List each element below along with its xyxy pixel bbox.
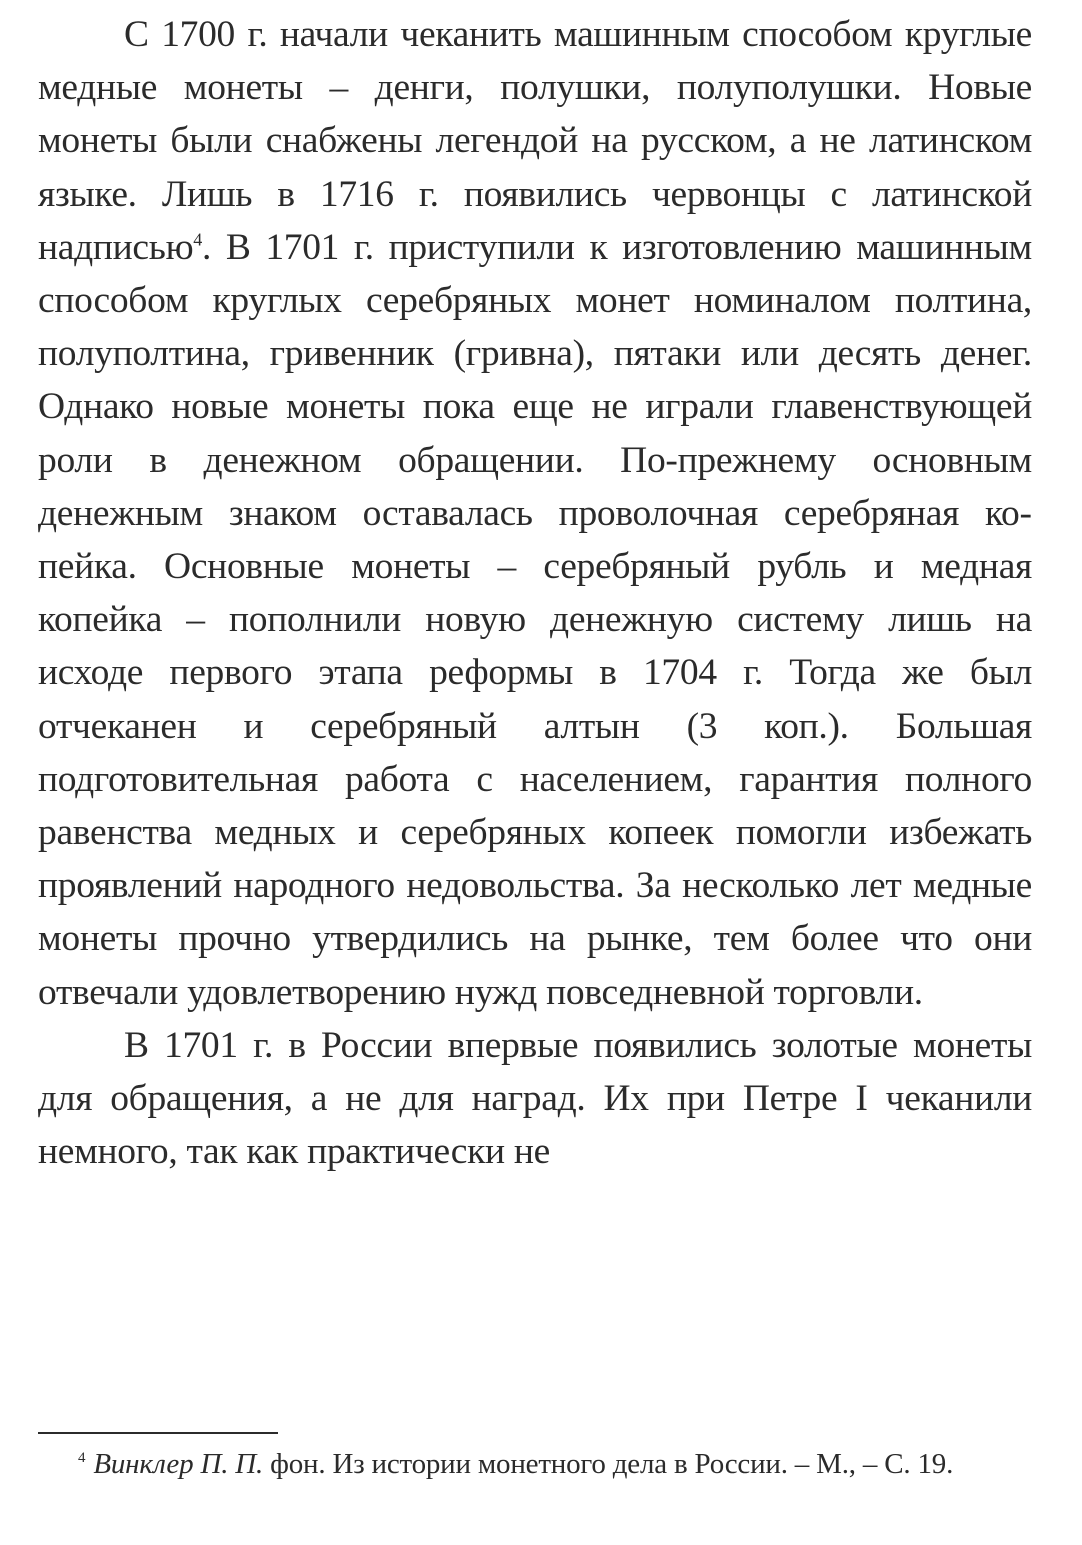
footnote-text: фон. Из истории монетного дела в России. – М., – С. 19. <box>263 1448 954 1480</box>
paragraph-text-continued: . В 1701 г. приступили к изготовлению машинным способом круглых серебряных монет номиналом полтина, полуполтина, гривенник (гривна), пятаки или десять денег. Однако новые монеты пока еще не играли главенствующей роли в денежном обращении. По-прежнему основным денежным знаком оставалась проволочная серебряная копейка. Основные монеты – серебряный рубль и медная копейка – пополнили новую денежную систему лишь на исходе первого этапа реформы в 1704 г. Тогда же был отчеканен и серебряный алтын (3 коп.). Большая подготовительная работа с населением, гарантия полного равенства медных и серебряных копеек помогли избежать проявлений народного недовольства. За несколько лет медные монеты прочно утвердились на рынке, тем более что они отвечали удовлетворению нужд повседневной торговли. <box>38 226 1032 1013</box>
footnote-reference[interactable]: 4 <box>193 229 202 250</box>
footnote-number: 4 <box>78 1450 86 1467</box>
page-body <box>38 8 1032 1178</box>
footnote-divider <box>38 1432 278 1434</box>
paragraph-coins-1700 <box>38 8 1032 1019</box>
paragraph-text: С 1700 г. начали чеканить машинным способом круглые медные монеты – денги, полушки, полуполушки. Новые монеты были снабжены легендой на русском, а не латинском языке. Лишь в 1716 г. появились червонцы с латинской надписью <box>38 14 1032 268</box>
footnote-author: Винклер П. П. <box>93 1448 264 1480</box>
paragraph-gold-coins-1701: В 1701 г. в России впервые появились золотые монеты для обращения, а не для наград. Их при Петре I чеканили немного, так как практически не <box>38 1024 1032 1173</box>
footnote <box>38 1442 1032 1486</box>
